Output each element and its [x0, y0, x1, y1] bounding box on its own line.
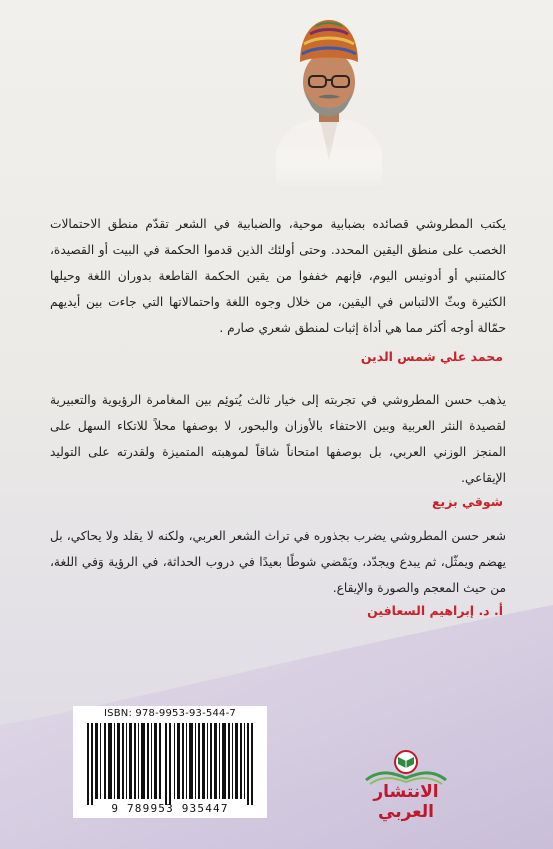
- isbn-barcode: [73, 706, 267, 818]
- publisher-name: الانتشار العربي: [373, 782, 439, 822]
- author-portrait: [276, 0, 382, 190]
- quote-paragraph-2: يذهب حسن المطروشي في تجربته إلى خيار ثالث يُتوئِم بين المغامرة الرؤيوية والتعبيرية لقصيدة النثر العربية وبين الاحتفاء بالأوزان والبحور، لا بوصفها محلاً للاتكاء السهل على المنجز الوزني العربي، بل بوصفها امتحاناً شاقاً لموهبته المتميزة ولقدرته على التوليد الإيقاعي.: [50, 393, 506, 485]
- quote-author-2: شوقي بزيع: [431, 494, 503, 509]
- quote-paragraph-3: شعر حسن المطروشي يضرب بجذوره في تراث الشعر العربي، ولكنه لا يقلد ولا يحاكي، بل يهضم ويمثّل، ثم يبدع ويجدّد، ويَمْضي شوطًا بعيدًا في دروب الحداثة، في الرؤية وَفي اللغة، من حيث المعجم والصورة والإيقاع.: [50, 529, 506, 595]
- publisher-logo: [356, 748, 456, 822]
- isbn-label: ISBN: 978-9953-93-544-7: [104, 708, 236, 719]
- quote-paragraph-1: يكتب المطروشي قصائده بضبابية موحية، والضبابية في الشعر تقدّم منطق الاحتمالات الخصب على منطق اليقين المحدد. وحتى أولئك الذين قدموا الحكمة في البيت أو القصيدة، كالمتنبي أو أدونيس اليوم، فإنهم خففوا من يقين الحكمة القاطعة بدوران اللغة وحيلها الكثيرة وبثّ الالتباس في اليقين، من خلال وجوه اللغة واحتمالاتها التي جاءت بين أيديهم حمّالة أوجه أكثر مما هي أداة إثبات لمنطق شعري صارم .: [50, 217, 506, 335]
- ean-number: 9 789953 935447: [111, 802, 229, 815]
- barcode-bars: [81, 723, 259, 805]
- quote-author-1: محمد علي شمس الدين: [360, 349, 503, 364]
- quote-author-3: أ. د. إبراهيم السعافين: [367, 603, 503, 618]
